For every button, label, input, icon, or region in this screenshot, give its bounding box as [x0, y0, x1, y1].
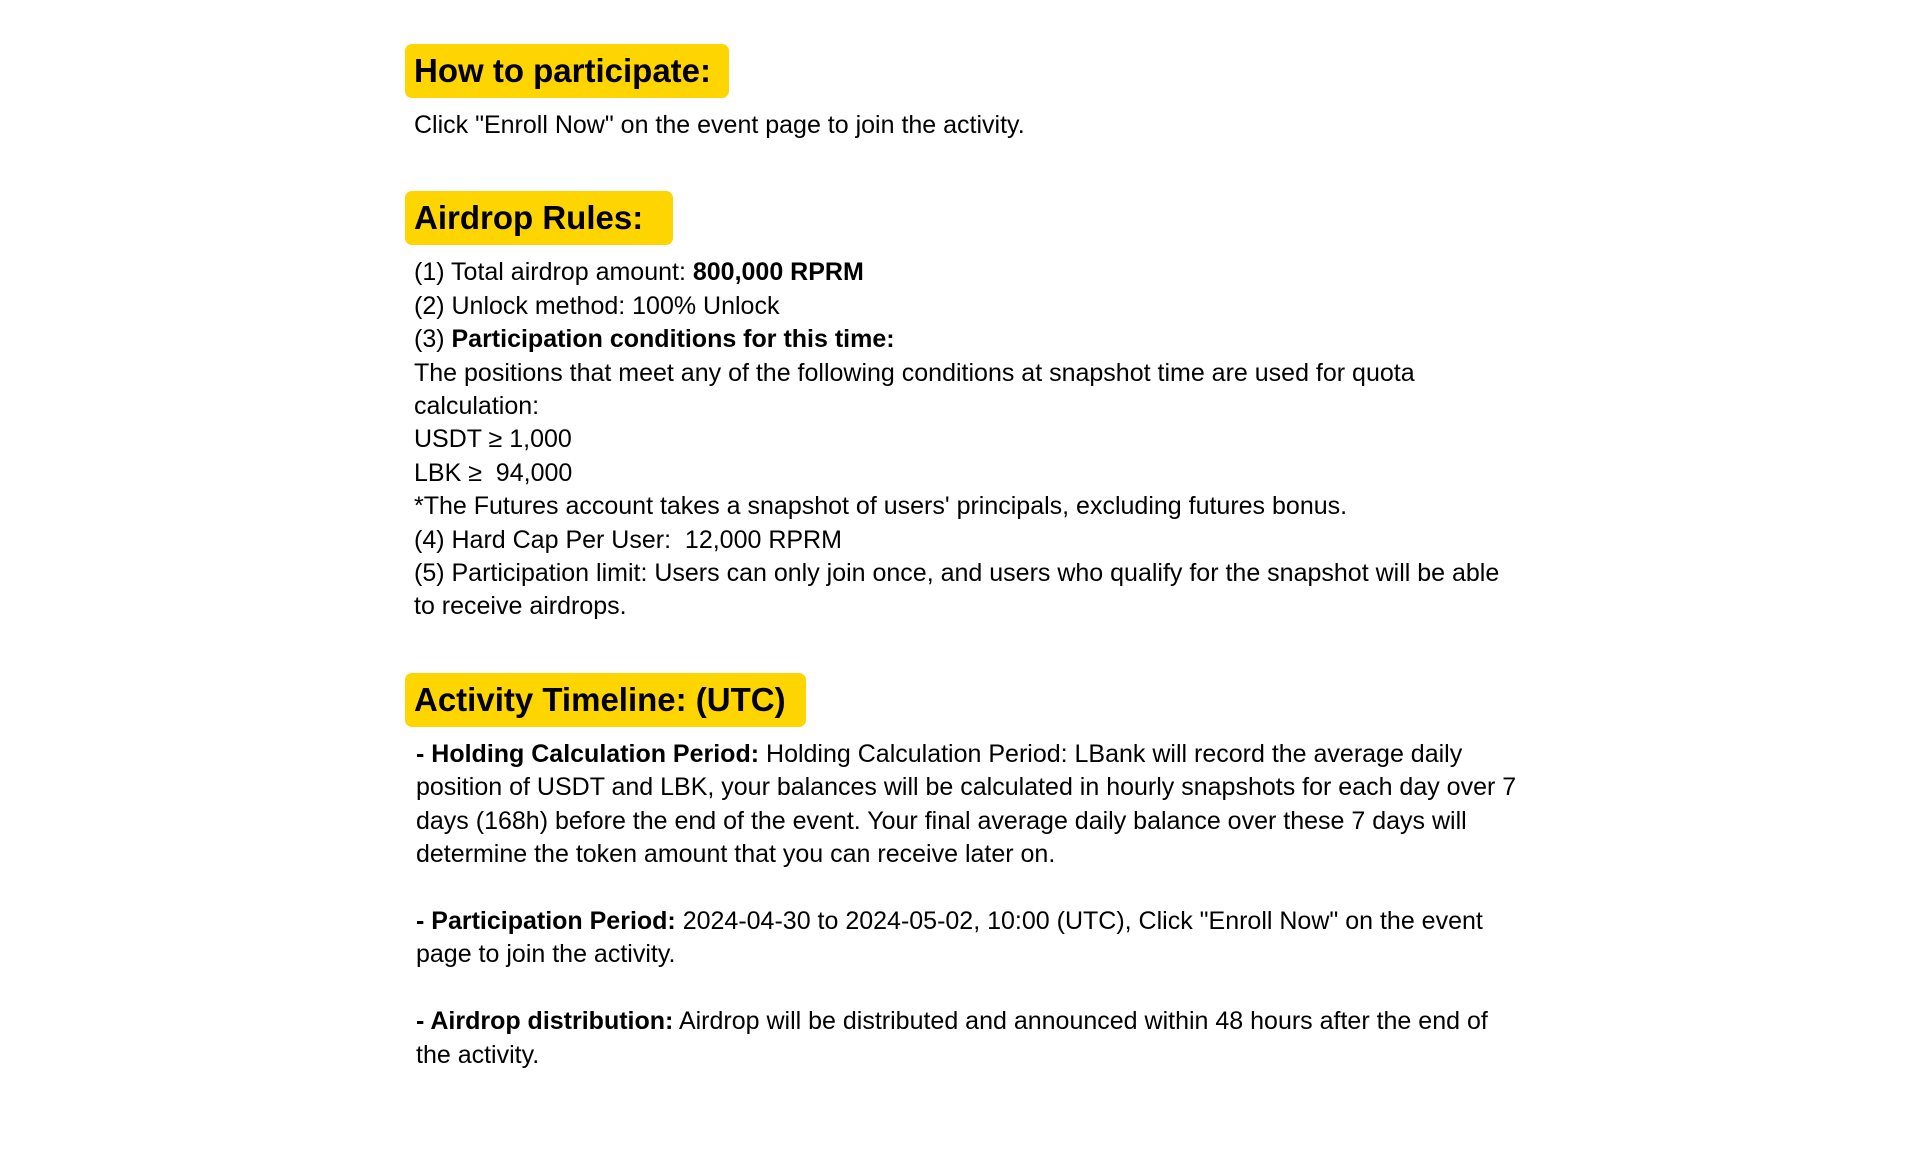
rules-line-hardcap: (4) Hard Cap Per User: 12,000 RPRM: [414, 525, 842, 554]
timeline-holding: [405, 738, 1525, 872]
participate-heading: How to participate:: [405, 44, 729, 98]
rules-total-amount: 800,000 RPRM: [692, 258, 864, 287]
rules-line-total-label: (1) Total airdrop amount:: [414, 258, 693, 287]
participate-text: Click "Enroll Now" on the event page to join the activity.: [414, 111, 1025, 139]
rules-section: [405, 191, 1525, 623]
timeline-participation-label: - Participation Period:: [416, 906, 676, 935]
timeline-holding-label: - Holding Calculation Period:: [416, 739, 760, 768]
timeline-section: [405, 673, 1525, 1072]
announcement-content: [405, 44, 1525, 1072]
rules-line-unlock: (2) Unlock method: 100% Unlock: [414, 291, 780, 320]
timeline-holding-text: Holding Calculation Period: LBank will record the average daily position of USDT and LBK, your balances will be calculated in hourly snapshots for each day over 7 days (168h) before the end of the event. Your final average daily balance over these 7 days will determine the token amount that you can receive later on.: [416, 739, 1517, 869]
rules-line-limit: (5) Participation limit: Users can only join once, and users who qualify for the snapshot will be able to receive airdrops.: [414, 559, 1500, 621]
rules-condition-lbk: LBK ≥ 94,000: [414, 458, 573, 487]
rules-line-total: [405, 256, 1525, 289]
timeline-participation: [405, 905, 1525, 972]
rules-futures-note: *The Futures account takes a snapshot of users' principals, excluding futures bonus.: [414, 492, 1348, 521]
rules-line-conditions-prefix: (3): [414, 325, 452, 354]
timeline-participation-text: 2024-04-30 to 2024-05-02, 10:00 (UTC), Click "Enroll Now" on the event page to join the activity.: [416, 906, 1483, 969]
rules-heading: Airdrop Rules:: [405, 191, 673, 245]
timeline-heading: Activity Timeline: (UTC): [405, 673, 806, 727]
participate-section: [405, 44, 1525, 142]
rules-condition-usdt: USDT ≥ 1,000: [414, 425, 572, 454]
timeline-distribution-label: - Airdrop distribution:: [416, 1007, 674, 1036]
rules-conditions-title: Participation conditions for this time:: [451, 325, 895, 354]
rules-line-conditions: [405, 323, 1525, 356]
timeline-distribution: [405, 1005, 1525, 1072]
rules-line-positions: The positions that meet any of the following conditions at snapshot time are used for quota calculation:: [414, 358, 1415, 421]
timeline-distribution-text: Airdrop will be distributed and announced within 48 hours after the end of the activity.: [416, 1007, 1488, 1069]
